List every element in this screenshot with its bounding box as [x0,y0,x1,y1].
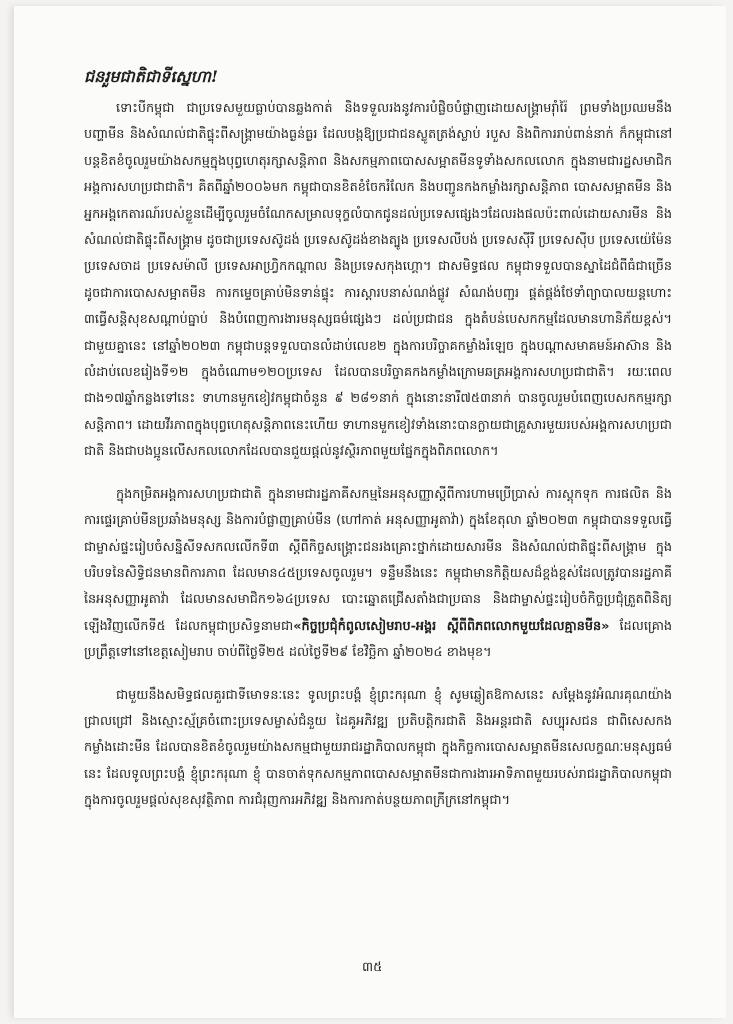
salutation-heading: ជនរួមជាតិជាទីស្នេហា! [84,67,218,86]
paragraph-2-text: ក្នុងកម្រិតអង្គការសហប្រជាជាតិ ក្នុងនាមជារដ្ឋភាគីសកម្មនៃអនុសញ្ញាស្តីពីការហាមប្រើប្រាស់ ការស្តុកទុក ការផលិត និងការផ្ទេរគ្រាប់មីនប្រឆាំងមនុស្ស និងការបំផ្លាញគ្រាប់មីន (ហៅកាត់ អនុសញ្ញាអូតាវ៉ា) ក្នុងខែតុលា ឆ្នាំ២០២៣ កម្ពុជាបានទទួលធ្វើជាម្ចាស់ផ្ទះរៀបចំសន្និសីទសកលលើកទី៣ ស្តីពីកិច្ចសង្គ្រោះជនរងគ្រោះថ្នាក់ដោយសារមីន និងសំណល់ជាតិផ្ទុះពីសង្គ្រាម ក្នុងបរិបទនៃសិទ្ធិជនមានពិការភាព ដែលមាន៤៥ប្រទេសចូលរួម។ ទន្ទឹមនឹងនេះ កម្ពុជាមានកិត្តិយសដ៏ខ្ពង់ខ្ពស់ដែលត្រូវបានរដ្ឋភាគីនៃអនុសញ្ញាអូតាវ៉ា ដែលមានសមាជិក១៦៤ប្រទេស បោះឆ្នោតជ្រើសតាំងជាប្រធាន និងជាម្ចាស់ផ្ទះរៀបចំកិច្ចប្រជុំត្រួតពិនិត្យឡើងវិញលើកទី៥ ដែលកម្ពុជាប្រសិទ្ធនាមជា [84,486,672,634]
paragraph-2 [84,482,672,667]
summit-name: «កិច្ចប្រជុំកំពូលសៀមរាប-អង្គរ ស្តីពីពិភពលោកមួយដែលគ្មានមីន» [293,618,610,634]
page-content [84,64,672,831]
document-page [14,6,726,1018]
paragraph-2-tail: ដែលគ្រោងប្រព្រឹត្តទៅនៅខេត្តសៀមរាប ចាប់ពីថ្ងៃទី២៥ ដល់ថ្ងៃទី២៩ ខែវិច្ឆិកា ឆ្នាំ២០២៤ ខាងមុខ។ [84,618,672,661]
paragraph-3: ជាមួយនឹងសមិទ្ធផលគួរជាទីមោទនៈនេះ ទូលព្រះបង្គំ ខ្ញុំព្រះករុណា ខ្ញុំ សូមឆ្លៀតឱកាសនេះ សម្តែងនូវអំណរគុណយ៉ាងជ្រាលជ្រៅ និងស្មោះស្ម័គ្រចំពោះប្រទេសម្ចាស់ជំនួយ ដៃគូអភិវឌ្ឍ ប្រតិបត្តិករជាតិ និងអន្តរជាតិ សប្បុរសជន ជាពិសេសកងកម្លាំងដោះមីន ដែលបានខិតខំចូលរួមយ៉ាងសកម្មជាមួយរាជរដ្ឋាភិបាលកម្ពុជា ក្នុងកិច្ចការបោសសម្អាតមីនសេលក្ខណៈមនុស្សធម៌នេះ ដែលទូលព្រះបង្គំ ខ្ញុំព្រះករុណា ខ្ញុំ បានចាត់ទុកសកម្មភាពបោសសម្អាតមីនជាការងារអាទិភាពមួយរបស់រាជរដ្ឋាភិបាលកម្ពុជា ក្នុងការចូលរួមផ្តល់សុខសុវត្ថិភាព ការជំរុញការអភិវឌ្ឍ និងការកាត់បន្ថយភាពក្រីក្រនៅកម្ពុជា។ [84,687,672,809]
page-number: ៣៥ [362,960,383,975]
paragraph-1: ទោះបីកម្ពុជា ជាប្រទេសមួយធ្លាប់បានឆ្លងកាត់ និងទទួលរងនូវការបំផ្លិចបំផ្លាញដោយសង្គ្រាមរ៉ាំរ៉ៃ ព្រមទាំងប្រឈមនឹងបញ្ហាមីន និងសំណល់ជាតិផ្ទុះពីសង្គ្រាមយ៉ាងធ្ងន់ធ្ងរ ដែលបង្កឱ្យប្រជាជនស្លូតត្រង់ស្លាប់ របួស និងពិការរាប់ពាន់នាក់ ក៏កម្ពុជានៅបន្តខិតខំចូលរួមយ៉ាងសកម្មក្នុងបុព្វហេតុរក្សាសន្តិភាព និងសកម្មភាពបោសសម្អាតមីនទូទាំងសកលលោក ក្នុងនាមជារដ្ឋសមាជិកអង្គការសហប្រជាជាតិ។ គិតពីឆ្នាំ២០០៦មក កម្ពុជាបានខិតខំចែករំលែក និងបញ្ជូនកងកម្លាំងរក្សាសន្តិភាព បោសសម្អាតមីន និងអ្នកអង្គកេតារណ៍របស់ខ្លួនដើម្បីចូលរួមចំណែកសម្រាលទុក្ខលំបាកជូនដល់ប្រទេសផ្សេងៗដែលរងផលប៉ះពាល់ដោយសារមីន និងសំណល់ជាតិផ្ទុះពីសង្គ្រាម ដូចជាប្រទេសស៊ូដង់ ប្រទេសស៊ូដង់ខាងត្បូង ប្រទេសលីបង់ ប្រទេសស៊ីរី ប្រទេសស៊ីប ប្រទេសយ៉េម៉ែន ប្រទេសចាដ ប្រទេសម៉ាលី ប្រទេសអាហ្វ្រិកកណ្តាល និងប្រទេសកុងហ្គោ។ ជាសមិទ្ធផល កម្ពុជាទទួលបានស្នាដៃជំពីធំជាច្រើន ដូចជាការបោសសម្អាតមីន ការកម្ទេចគ្រាប់មិនទាន់ផ្ទុះ ការស្តារបនាស់ណង់ផ្លូវ សំណង់បញ្ជរ ផ្គត់ផ្គង់ថែទាំព្យាបាលយន្តហោះ ៣ធ្វើសន្តិសុខសណ្តាប់ធ្នាប់ និងបំពេញការងារមនុស្សធម៌ផ្សេងៗ ដល់ប្រជាជន ក្នុងតំបន់បេសកកម្មដែលមានហានិភ័យខ្ពស់។ ជាមួយគ្នានេះ នៅឆ្នាំ២០២៣ កម្ពុជាបន្តទទួលបានលំដាប់លេខ២ ក្នុងការបរិច្ចាគកម្លាំងរំឡេច ក្នុងបណ្តាសមាគមន៍អាស៊ាន និងលំដាប់លេខរៀងទី១២ ក្នុងចំណោម១២០ប្រទេស ដែលបានបរិច្ចាគកងកម្លាំងក្រោមឆត្រអង្គការសហប្រជាជាតិ។ រយៈពេលជាង១៧ឆ្នាំកន្លងទៅនេះ ទាហានមួកខៀវកម្ពុជាចំនួន ៩ ២៨១នាក់ ក្នុងនោះនារី៧៥៣នាក់ បានចូលរួមបំពេញបេសកកម្មរក្សាសន្តិភាព។ ដោយវីរភាពក្នុងបុព្វហេតុសន្តិភាពនេះហើយ ទាហានមួកខៀវទាំងនោះបានក្លាយជាគ្រួសារមួយរបស់អង្គការសហប្រជាជាតិ និងជាបងប្អូនលើសកលលោកដែលបានជួយផ្តល់នូវស្ថិរភាពមួយផ្នែកក្នុងពិភពលោក។ [84,101,672,460]
